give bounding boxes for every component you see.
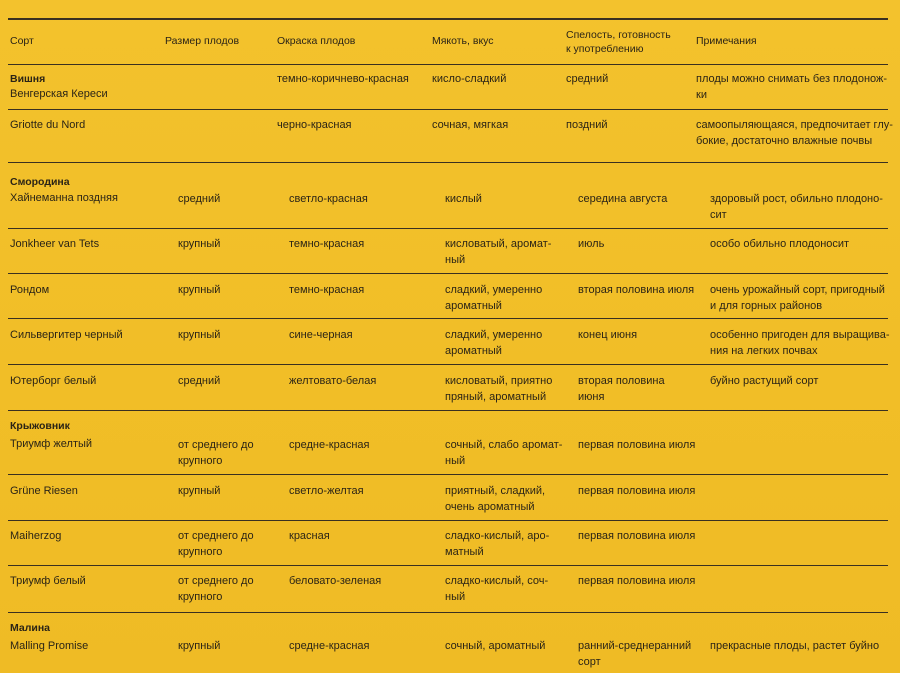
variety-name: Хайнеманна поздняя — [10, 192, 118, 204]
flesh-taste: сочный, слабо аромат- ный — [445, 439, 563, 467]
fruit-color: желтовато-белая — [289, 375, 377, 387]
fruit-color: светло-красная — [289, 193, 368, 205]
notes: очень урожайный сорт, пригодный и для горных районов — [710, 284, 885, 312]
fruit-color: беловато-зеленая — [289, 575, 382, 587]
group-title-raspberry: Малина — [10, 622, 51, 634]
flesh-taste: сладко-кислый, аро- матный — [445, 530, 550, 558]
ripeness: вторая половина июня — [578, 375, 665, 403]
header-variety: Сорт — [10, 35, 34, 47]
variety-name: Griotte du Nord — [10, 119, 86, 131]
ripeness: первая половина июля — [578, 575, 696, 587]
notes: прекрасные плоды, растет буйно — [710, 640, 880, 652]
flesh-taste: кисло-сладкий — [432, 73, 507, 85]
flesh-taste: кисловатый, аромат- ный — [445, 238, 552, 266]
notes: плоды можно снимать без плодонож- ки — [696, 73, 888, 101]
variety-name: Grüne Riesen — [10, 485, 78, 497]
top-rule — [8, 18, 888, 20]
flesh-taste: приятный, сладкий, очень ароматный — [445, 485, 546, 513]
group-rule — [8, 612, 888, 613]
row-rule — [8, 565, 888, 566]
fruit-size: крупный — [178, 329, 221, 341]
notes: особо обильно плодоносит — [710, 238, 850, 250]
ripeness: вторая половина июля — [578, 284, 695, 296]
flesh-taste: сочный, ароматный — [445, 640, 546, 652]
fruit-color: светло-желтая — [289, 485, 364, 497]
group-title-gooseberry: Крыжовник — [10, 420, 70, 432]
group-rule — [8, 410, 888, 411]
fruit-size: крупный — [178, 640, 221, 652]
fruit-size: средний — [178, 193, 221, 205]
row-rule — [8, 318, 888, 319]
variety-name: Венгерская Кереси — [10, 88, 108, 100]
fruit-color: средне-красная — [289, 439, 370, 451]
header-ripeness: Спелость, готовность к употреблению — [566, 29, 671, 55]
ripeness: ранний-среднеранний сорт — [578, 640, 692, 668]
notes: здоровый рост, обильно плодоно- сит — [710, 193, 883, 221]
notes: самоопыляющаяся, предпочитает глу- бокие, достаточно влажные почвы — [696, 119, 893, 147]
ripeness: средний — [566, 73, 609, 85]
ripeness: середина августа — [578, 193, 668, 205]
fruit-color: красная — [289, 530, 330, 542]
fruit-size: от среднего до крупного — [178, 530, 254, 558]
variety-name: Jonkheer van Tets — [10, 238, 100, 250]
fruit-size: от среднего до крупного — [178, 575, 254, 603]
variety-name: Maiherzog — [10, 530, 62, 542]
flesh-taste: сладкий, умеренно ароматный — [445, 284, 543, 312]
variety-name: Сильвергитер черный — [10, 329, 123, 341]
group-title-cherry: Вишня — [10, 73, 46, 85]
row-rule — [8, 228, 888, 229]
fruit-color: черно-красная — [277, 119, 352, 131]
fruit-color: темно-красная — [289, 284, 365, 296]
fruit-color: сине-черная — [289, 329, 353, 341]
ripeness: первая половина июля — [578, 439, 696, 451]
notes: особенно пригоден для выращива- ния на легких почвах — [710, 329, 890, 357]
notes: буйно растущий сорт — [710, 375, 819, 387]
variety-name: Триумф желтый — [10, 438, 93, 450]
header-rule — [8, 64, 888, 65]
variety-name: Триумф белый — [10, 575, 86, 587]
variety-name: Рондом — [10, 284, 50, 296]
header-flesh: Мякоть, вкус — [432, 35, 494, 47]
row-rule — [8, 273, 888, 274]
variety-name: Ютерборг белый — [10, 375, 97, 387]
variety-name: Malling Promise — [10, 640, 89, 652]
row-rule — [8, 364, 888, 365]
flesh-taste: кислый — [445, 193, 482, 205]
ripeness: конец июня — [578, 329, 638, 341]
ripeness: поздний — [566, 119, 608, 131]
row-rule — [8, 109, 888, 110]
ripeness: первая половина июля — [578, 530, 696, 542]
flesh-taste: сладкий, умеренно ароматный — [445, 329, 543, 357]
group-title-currant: Смородина — [10, 176, 70, 188]
row-rule — [8, 520, 888, 521]
fruit-size: крупный — [178, 284, 221, 296]
fruit-color: темно-красная — [289, 238, 365, 250]
flesh-taste: кисловатый, приятно пряный, ароматный — [445, 375, 553, 403]
fruit-color: средне-красная — [289, 640, 370, 652]
fruit-size: от среднего до крупного — [178, 439, 254, 467]
header-color: Окраска плодов — [277, 35, 356, 47]
fruit-size: средний — [178, 375, 221, 387]
fruit-color: темно-коричнево-красная — [277, 73, 409, 85]
header-size: Размер плодов — [165, 35, 240, 47]
flesh-taste: сладко-кислый, соч- ный — [445, 575, 549, 603]
fruit-size: крупный — [178, 238, 221, 250]
ripeness: июль — [578, 238, 605, 250]
flesh-taste: сочная, мягкая — [432, 119, 509, 131]
group-rule — [8, 162, 888, 163]
ripeness: первая половина июля — [578, 485, 696, 497]
fruit-size: крупный — [178, 485, 221, 497]
header-notes: Примечания — [696, 35, 757, 47]
row-rule — [8, 474, 888, 475]
